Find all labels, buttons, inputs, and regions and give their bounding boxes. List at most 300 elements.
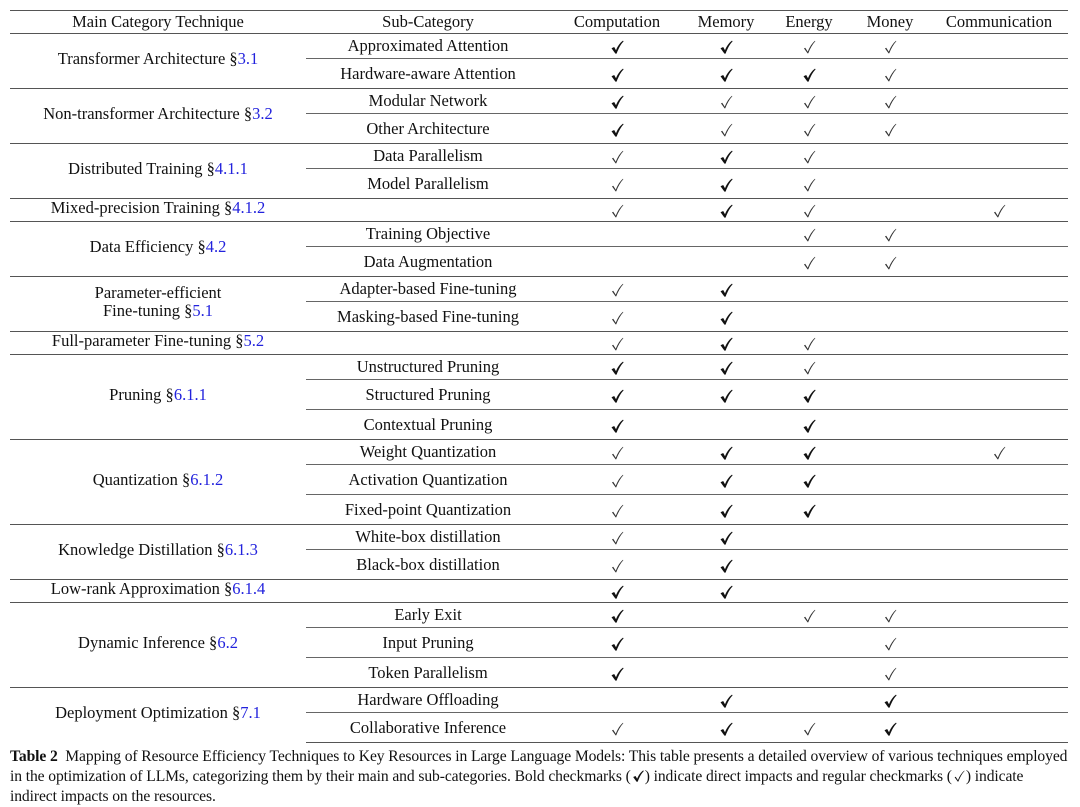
impact-cell-computation — [550, 169, 684, 199]
bold-checkmark-icon — [609, 584, 625, 600]
impact-cell-computation — [550, 247, 684, 277]
sub-category-cell: Fixed-point Quantization — [306, 495, 550, 525]
main-category-label: Pruning § — [109, 385, 174, 404]
regular-checkmark-icon — [801, 122, 817, 138]
regular-checkmark-icon — [609, 177, 625, 193]
header-main-category: Main Category Technique — [10, 11, 306, 34]
regular-checkmark-icon — [801, 149, 817, 165]
bold-checkmark-icon — [801, 67, 817, 83]
main-category-label-line2: Fine-tuning § — [103, 301, 193, 320]
impact-cell-communication — [930, 380, 1068, 410]
impact-cell-computation — [550, 603, 684, 628]
impact-cell-computation — [550, 410, 684, 440]
main-category-label: Mixed-precision Training § — [50, 198, 233, 217]
bold-checkmark-icon — [718, 558, 734, 574]
bold-checkmark-icon — [718, 360, 734, 376]
impact-cell-memory — [684, 332, 768, 355]
impact-cell-communication — [930, 580, 1068, 603]
section-reference-link[interactable]: 3.2 — [252, 104, 273, 123]
impact-cell-money — [850, 410, 930, 440]
impact-cell-communication — [930, 410, 1068, 440]
impact-cell-communication — [930, 247, 1068, 277]
regular-checkmark-icon — [609, 558, 625, 574]
section-reference-link[interactable]: 6.2 — [217, 633, 238, 652]
regular-checkmark-icon — [801, 608, 817, 624]
impact-cell-energy — [768, 525, 850, 550]
bold-checkmark-icon — [718, 530, 734, 546]
main-category-cell — [10, 525, 306, 580]
impact-cell-energy — [768, 144, 850, 169]
section-reference-link[interactable]: 7.1 — [240, 703, 261, 723]
impact-cell-computation — [550, 525, 684, 550]
impact-cell-computation — [550, 688, 684, 713]
section-reference-link[interactable]: 6.1.2 — [190, 470, 224, 489]
impact-cell-money — [850, 440, 930, 465]
impact-cell-energy — [768, 688, 850, 713]
impact-cell-computation — [550, 59, 684, 89]
bold-checkmark-icon — [609, 39, 625, 55]
bold-checkmark-icon — [882, 721, 898, 737]
caption-label: Table 2 — [10, 748, 58, 765]
regular-checkmark-icon — [882, 608, 898, 624]
impact-cell-energy — [768, 603, 850, 628]
regular-checkmark-icon — [801, 39, 817, 55]
impact-cell-energy — [768, 580, 850, 603]
impact-cell-communication — [930, 550, 1068, 580]
impact-cell-computation — [550, 302, 684, 332]
section-reference-link[interactable]: 4.1.2 — [232, 198, 266, 217]
impact-cell-communication — [930, 495, 1068, 525]
regular-checkmark-icon — [801, 227, 817, 243]
impact-cell-energy — [768, 628, 850, 658]
sub-category-cell: Unstructured Pruning — [306, 355, 550, 380]
bold-checkmark-icon — [609, 636, 625, 652]
impact-cell-energy — [768, 380, 850, 410]
impact-cell-communication — [930, 199, 1068, 222]
bold-checkmark-icon — [801, 388, 817, 404]
regular-checkmark-icon — [718, 122, 734, 138]
section-reference-link[interactable]: 5.1 — [192, 301, 213, 320]
impact-cell-energy — [768, 495, 850, 525]
sub-category-cell — [306, 580, 550, 603]
regular-checkmark-icon — [609, 503, 625, 519]
impact-cell-computation — [550, 89, 684, 114]
impact-cell-memory — [684, 658, 768, 688]
impact-cell-computation — [550, 144, 684, 169]
regular-checkmark-icon — [801, 255, 817, 271]
main-category-label-line1: Parameter-efficient — [94, 283, 222, 302]
regular-checkmark-icon — [609, 336, 625, 352]
impact-cell-money — [850, 580, 930, 603]
table-body — [10, 34, 1068, 743]
regular-checkmark-icon — [882, 94, 898, 110]
impact-cell-money — [850, 603, 930, 628]
impact-cell-computation — [550, 713, 684, 743]
sub-category-cell: Approximated Attention — [306, 34, 550, 59]
bold-checkmark-icon — [801, 445, 817, 461]
impact-cell-money — [850, 34, 930, 59]
impact-cell-money — [850, 277, 930, 302]
impact-cell-memory — [684, 550, 768, 580]
regular-checkmark-icon — [801, 177, 817, 193]
regular-checkmark-icon — [609, 721, 625, 737]
main-category-label: Transformer Architecture § — [57, 49, 238, 68]
impact-cell-memory — [684, 199, 768, 222]
impact-cell-communication — [930, 222, 1068, 247]
regular-checkmark-icon — [882, 255, 898, 271]
section-reference-link[interactable]: 3.1 — [237, 49, 259, 68]
bold-checkmark-icon — [718, 203, 734, 219]
table-row — [10, 440, 1068, 465]
bold-checkmark-icon — [801, 473, 817, 489]
main-category-label: Distributed Training § — [68, 159, 215, 178]
bold-checkmark-icon — [609, 418, 625, 434]
impact-cell-memory — [684, 89, 768, 114]
main-category-label: Low-rank Approximation § — [50, 579, 233, 598]
impact-cell-computation — [550, 495, 684, 525]
impact-cell-memory — [684, 114, 768, 144]
impact-cell-money — [850, 525, 930, 550]
impact-cell-memory — [684, 277, 768, 302]
bold-checkmark-icon — [718, 336, 734, 352]
section-reference-link[interactable]: 6.1.4 — [232, 579, 266, 598]
impact-cell-money — [850, 628, 930, 658]
table-row — [10, 603, 1068, 628]
bold-checkmark-icon — [718, 388, 734, 404]
impact-cell-communication — [930, 59, 1068, 89]
sub-category-cell: Structured Pruning — [306, 380, 550, 410]
bold-checkmark-icon — [609, 94, 625, 110]
main-category-label: Knowledge Distillation § — [58, 540, 225, 559]
impact-cell-memory — [684, 355, 768, 380]
sub-category-cell: Input Pruning — [306, 628, 550, 658]
impact-cell-computation — [550, 550, 684, 580]
regular-checkmark-icon — [952, 769, 966, 783]
impact-cell-memory — [684, 302, 768, 332]
impact-cell-memory — [684, 59, 768, 89]
impact-cell-energy — [768, 59, 850, 89]
regular-checkmark-icon — [801, 203, 817, 219]
main-category-cell — [10, 355, 306, 440]
regular-checkmark-icon — [609, 473, 625, 489]
section-reference-link[interactable]: 4.1.1 — [214, 159, 248, 178]
impact-cell-money — [850, 658, 930, 688]
impact-cell-money — [850, 169, 930, 199]
section-reference-link[interactable]: 6.1.3 — [224, 540, 258, 559]
impact-cell-money — [850, 688, 930, 713]
impact-cell-energy — [768, 89, 850, 114]
table-row — [10, 355, 1068, 380]
impact-cell-money — [850, 59, 930, 89]
regular-checkmark-icon — [882, 666, 898, 682]
impact-cell-memory — [684, 222, 768, 247]
impact-cell-computation — [550, 628, 684, 658]
impact-cell-memory — [684, 580, 768, 603]
main-category-label: Deployment Optimization § — [55, 703, 241, 723]
bold-checkmark-icon — [718, 67, 734, 83]
impact-cell-memory — [684, 688, 768, 713]
bold-checkmark-icon — [609, 608, 625, 624]
impact-cell-money — [850, 114, 930, 144]
header-row — [10, 11, 1068, 34]
regular-checkmark-icon — [609, 149, 625, 165]
impact-cell-money — [850, 247, 930, 277]
bold-checkmark-icon — [801, 418, 817, 434]
regular-checkmark-icon — [882, 122, 898, 138]
bold-checkmark-icon — [609, 360, 625, 376]
bold-checkmark-icon — [718, 149, 734, 165]
header-sub-category: Sub-Category — [306, 11, 550, 34]
caption-text-3: ) indicate indirect impacts on the resources. — [10, 768, 1024, 805]
table-row — [10, 332, 1068, 355]
main-category-cell — [10, 688, 306, 743]
impact-cell-energy — [768, 658, 850, 688]
main-category-label: Dynamic Inference § — [78, 633, 218, 652]
main-category-cell — [10, 222, 306, 277]
impact-cell-memory — [684, 380, 768, 410]
sub-category-cell: White-box distillation — [306, 525, 550, 550]
impact-cell-memory — [684, 247, 768, 277]
impact-cell-energy — [768, 302, 850, 332]
bold-checkmark-icon — [609, 122, 625, 138]
impact-cell-energy — [768, 34, 850, 59]
sub-category-cell — [306, 199, 550, 222]
table-row — [10, 222, 1068, 247]
impact-cell-communication — [930, 713, 1068, 743]
impact-cell-energy — [768, 114, 850, 144]
table-row — [10, 277, 1068, 302]
header-communication: Communication — [930, 11, 1068, 34]
impact-cell-memory — [684, 603, 768, 628]
impact-cell-computation — [550, 440, 684, 465]
impact-cell-computation — [550, 199, 684, 222]
impact-cell-money — [850, 222, 930, 247]
impact-cell-computation — [550, 355, 684, 380]
impact-cell-energy — [768, 277, 850, 302]
impact-cell-memory — [684, 713, 768, 743]
impact-cell-energy — [768, 410, 850, 440]
impact-cell-money — [850, 199, 930, 222]
regular-checkmark-icon — [882, 227, 898, 243]
table-row — [10, 144, 1068, 169]
impact-cell-communication — [930, 440, 1068, 465]
main-category-label: Non-transformer Architecture § — [43, 104, 253, 123]
bold-checkmark-icon — [801, 503, 817, 519]
impact-cell-money — [850, 355, 930, 380]
table-row — [10, 688, 1068, 713]
impact-cell-computation — [550, 332, 684, 355]
resource-efficiency-table — [10, 10, 1068, 743]
regular-checkmark-icon — [609, 310, 625, 326]
impact-cell-energy — [768, 550, 850, 580]
regular-checkmark-icon — [801, 336, 817, 352]
impact-cell-communication — [930, 465, 1068, 495]
sub-category-cell: Data Parallelism — [306, 144, 550, 169]
sub-category-cell: Contextual Pruning — [306, 410, 550, 440]
regular-checkmark-icon — [801, 721, 817, 737]
sub-category-cell: Masking-based Fine-tuning — [306, 302, 550, 332]
bold-checkmark-icon — [718, 503, 734, 519]
sub-category-cell: Data Augmentation — [306, 247, 550, 277]
impact-cell-communication — [930, 89, 1068, 114]
impact-cell-energy — [768, 332, 850, 355]
bold-checkmark-icon — [718, 445, 734, 461]
table-row — [10, 199, 1068, 222]
regular-checkmark-icon — [882, 67, 898, 83]
impact-cell-energy — [768, 169, 850, 199]
impact-cell-communication — [930, 302, 1068, 332]
bold-checkmark-icon — [718, 39, 734, 55]
bold-checkmark-icon — [718, 310, 734, 326]
impact-cell-money — [850, 465, 930, 495]
header-money: Money — [850, 11, 930, 34]
impact-cell-energy — [768, 247, 850, 277]
impact-cell-communication — [930, 34, 1068, 59]
bold-checkmark-icon — [718, 473, 734, 489]
main-category-cell — [10, 440, 306, 525]
impact-cell-money — [850, 332, 930, 355]
caption-text-2: ) indicate direct impacts and regular checkmarks ( — [644, 768, 952, 785]
impact-cell-computation — [550, 380, 684, 410]
impact-cell-energy — [768, 199, 850, 222]
sub-category-cell: Collaborative Inference — [306, 713, 550, 743]
impact-cell-communication — [930, 525, 1068, 550]
section-reference-link[interactable]: 5.2 — [243, 331, 265, 350]
section-reference-link[interactable]: 6.1.1 — [173, 385, 207, 404]
main-category-cell — [10, 144, 306, 199]
regular-checkmark-icon — [882, 39, 898, 55]
caption-text-1: Mapping of Resource Efficiency Techniques to Key Resources in Large Language Models: This table presents a detailed overview of various techniques employed in the optimization of LLMs, categorizing them by their main and sub-categories. Bold checkmarks ( — [10, 748, 1068, 785]
impact-cell-communication — [930, 332, 1068, 355]
regular-checkmark-icon — [801, 94, 817, 110]
regular-checkmark-icon — [609, 530, 625, 546]
bold-checkmark-icon — [718, 282, 734, 298]
sub-category-cell: Training Objective — [306, 222, 550, 247]
impact-cell-memory — [684, 34, 768, 59]
bold-checkmark-icon — [718, 721, 734, 737]
main-category-label: Quantization § — [92, 470, 191, 489]
bold-checkmark-icon — [718, 177, 734, 193]
main-category-label: Full-parameter Fine-tuning § — [51, 331, 244, 350]
bold-checkmark-icon — [609, 388, 625, 404]
header-computation: Computation — [550, 11, 684, 34]
impact-cell-energy — [768, 440, 850, 465]
impact-cell-money — [850, 713, 930, 743]
sub-category-cell: Modular Network — [306, 89, 550, 114]
impact-cell-energy — [768, 222, 850, 247]
impact-cell-memory — [684, 495, 768, 525]
bold-checkmark-icon — [718, 693, 734, 709]
sub-category-cell — [306, 332, 550, 355]
impact-cell-memory — [684, 628, 768, 658]
main-category-cell — [10, 277, 306, 332]
bold-checkmark-icon — [609, 666, 625, 682]
impact-cell-communication — [930, 603, 1068, 628]
regular-checkmark-icon — [718, 94, 734, 110]
table-figure — [10, 10, 1068, 807]
main-category-cell — [10, 34, 306, 89]
regular-checkmark-icon — [882, 636, 898, 652]
impact-cell-memory — [684, 465, 768, 495]
bold-checkmark-icon — [718, 584, 734, 600]
main-category-cell — [10, 332, 306, 355]
impact-cell-memory — [684, 144, 768, 169]
sub-category-cell: Other Architecture — [306, 114, 550, 144]
main-category-cell — [10, 89, 306, 144]
impact-cell-energy — [768, 713, 850, 743]
table-row — [10, 525, 1068, 550]
impact-cell-communication — [930, 144, 1068, 169]
bold-checkmark-icon — [882, 693, 898, 709]
section-reference-link[interactable]: 4.2 — [205, 237, 227, 256]
impact-cell-computation — [550, 465, 684, 495]
impact-cell-communication — [930, 628, 1068, 658]
impact-cell-energy — [768, 465, 850, 495]
impact-cell-memory — [684, 410, 768, 440]
impact-cell-money — [850, 144, 930, 169]
impact-cell-computation — [550, 114, 684, 144]
impact-cell-communication — [930, 355, 1068, 380]
impact-cell-money — [850, 550, 930, 580]
regular-checkmark-icon — [801, 360, 817, 376]
header-memory: Memory — [684, 11, 768, 34]
sub-category-cell: Black-box distillation — [306, 550, 550, 580]
impact-cell-communication — [930, 688, 1068, 713]
impact-cell-money — [850, 495, 930, 525]
main-category-cell — [10, 603, 306, 688]
sub-category-cell: Hardware-aware Attention — [306, 59, 550, 89]
impact-cell-money — [850, 380, 930, 410]
impact-cell-energy — [768, 355, 850, 380]
main-category-cell — [10, 199, 306, 222]
impact-cell-communication — [930, 277, 1068, 302]
impact-cell-computation — [550, 222, 684, 247]
impact-cell-computation — [550, 580, 684, 603]
main-category-label: Data Efficiency § — [89, 237, 206, 256]
impact-cell-communication — [930, 658, 1068, 688]
sub-category-cell: Early Exit — [306, 603, 550, 628]
header-energy: Energy — [768, 11, 850, 34]
sub-category-cell: Adapter-based Fine-tuning — [306, 277, 550, 302]
sub-category-cell: Weight Quantization — [306, 440, 550, 465]
table-row — [10, 89, 1068, 114]
table-caption — [10, 747, 1068, 807]
impact-cell-communication — [930, 169, 1068, 199]
impact-cell-memory — [684, 169, 768, 199]
impact-cell-money — [850, 302, 930, 332]
impact-cell-computation — [550, 658, 684, 688]
regular-checkmark-icon — [991, 203, 1007, 219]
regular-checkmark-icon — [609, 203, 625, 219]
main-category-cell — [10, 580, 306, 603]
sub-category-cell: Activation Quantization — [306, 465, 550, 495]
regular-checkmark-icon — [991, 445, 1007, 461]
impact-cell-money — [850, 89, 930, 114]
bold-checkmark-icon — [609, 67, 625, 83]
sub-category-cell: Hardware Offloading — [306, 688, 550, 713]
regular-checkmark-icon — [609, 282, 625, 298]
regular-checkmark-icon — [609, 445, 625, 461]
bold-checkmark-icon — [631, 769, 645, 783]
sub-category-cell: Token Parallelism — [306, 658, 550, 688]
impact-cell-memory — [684, 525, 768, 550]
table-row — [10, 34, 1068, 59]
sub-category-cell: Model Parallelism — [306, 169, 550, 199]
impact-cell-memory — [684, 440, 768, 465]
impact-cell-computation — [550, 277, 684, 302]
impact-cell-communication — [930, 114, 1068, 144]
impact-cell-computation — [550, 34, 684, 59]
